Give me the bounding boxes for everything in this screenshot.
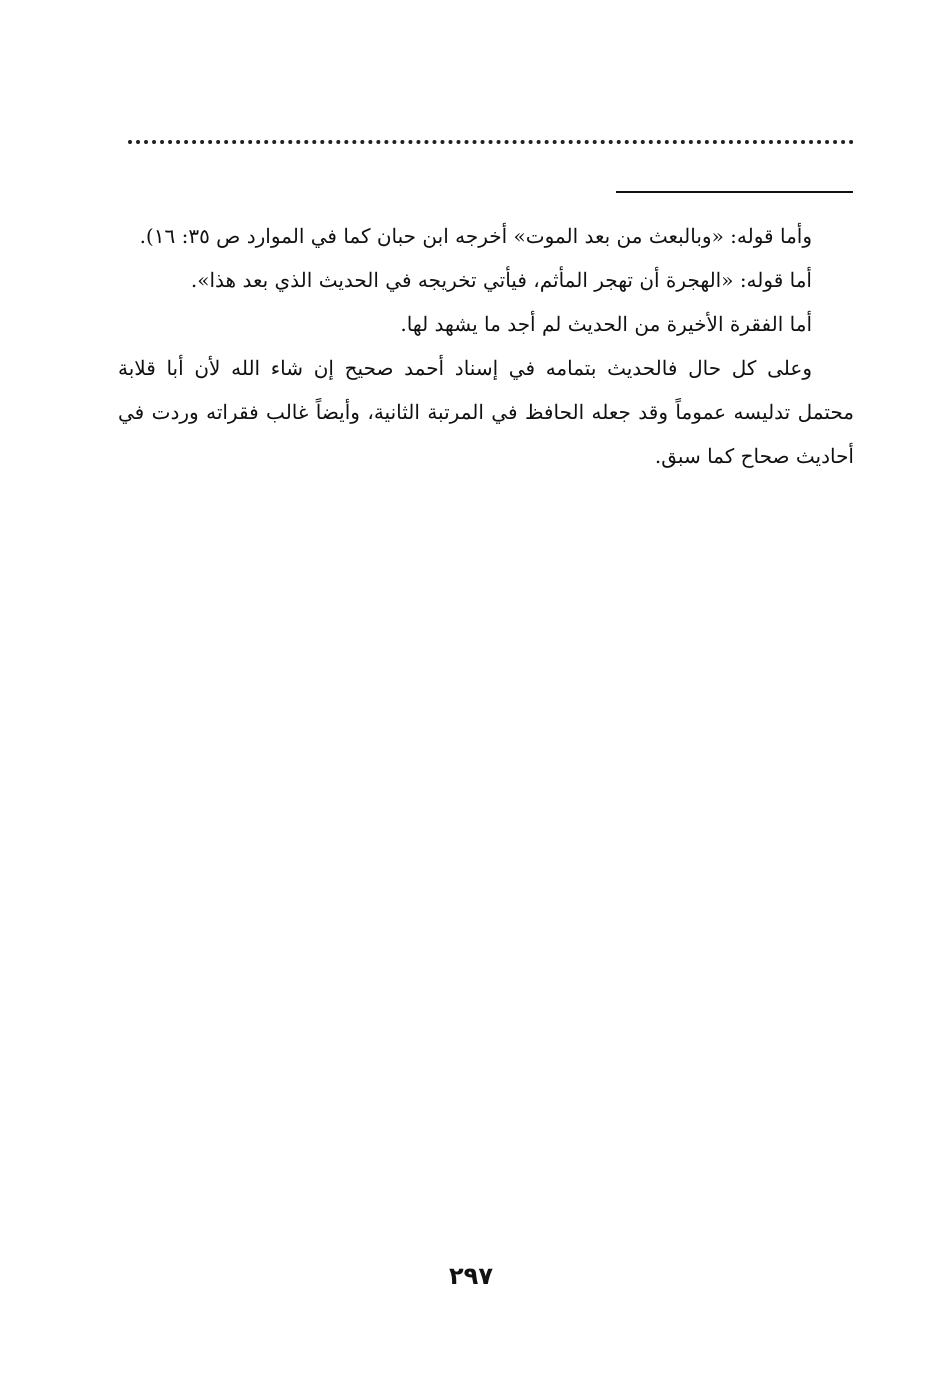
page-number: ٢٩٧ <box>449 1262 493 1290</box>
paragraph-4: وعلى كل حال فالحديث بتمامه في إسناد أحمد صحيح إن شاء الله لأن أبا قلابة محتمل تدليسه عموماً وقد جعله الحافظ في المرتبة الثانية، وأيضاً غالب فقراته وردت في أحاديث صحاح كما سبق. <box>118 356 854 468</box>
paragraph-1: وأما قوله: «وبالبعث من بعد الموت» أخرجه ابن حبان كما في الموارد ص ٣٥: ١٦). <box>139 224 812 248</box>
paragraph-3: أما الفقرة الأخيرة من الحديث لم أجد ما يشهد لها. <box>400 312 812 336</box>
footnote-rule <box>616 191 853 193</box>
body-text <box>118 214 854 478</box>
dotted-separator <box>128 140 854 144</box>
paragraph-2: أما قوله: «الهجرة أن تهجر المأثم، فيأتي تخريجه في الحديث الذي بعد هذا». <box>190 268 812 292</box>
